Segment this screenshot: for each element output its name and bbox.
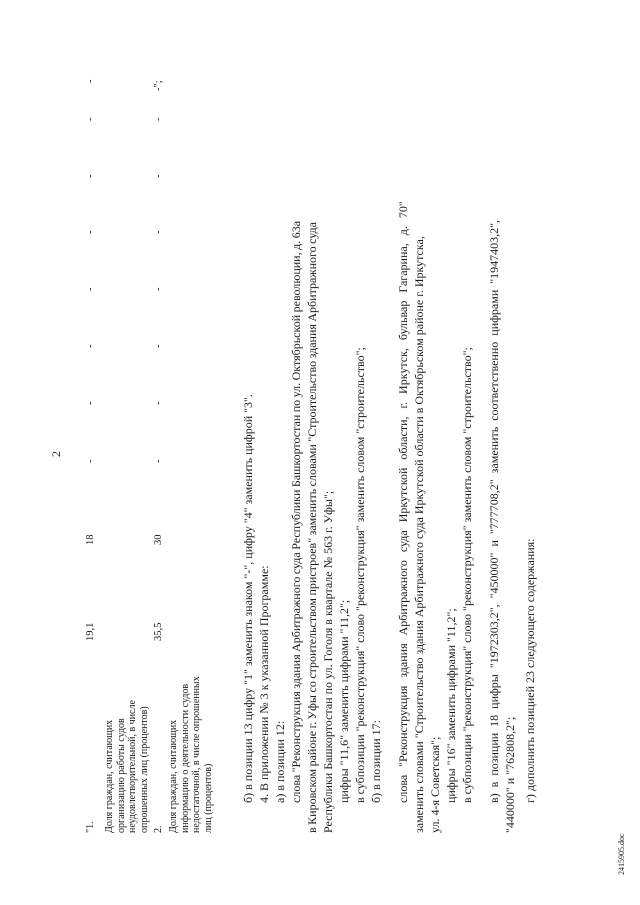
row-value: 19,1 (85, 622, 96, 641)
row-value: 30 (153, 534, 164, 545)
row-dash: - (153, 230, 164, 234)
text-line: цифры "16" заменить цифрами "11,2"; (444, 608, 458, 803)
text-line: в субпозиции "реконструкция" слово "реконструкция" заменить словом "строительство"; (460, 347, 474, 803)
row-dash: - (153, 174, 164, 178)
row-value: 35,5 (153, 622, 164, 641)
text-line: а) в позиции 12: (273, 720, 287, 803)
row-dash: - (153, 117, 164, 121)
row-dash: - (85, 344, 96, 348)
row-dash: - (85, 230, 96, 234)
text-line: в) в позиции 18 цифры "1972303,2", "450000" и "777708,2" заменить соответственно цифрами "1947403,2", (487, 219, 501, 803)
row-dash: - (153, 401, 164, 405)
row-value: 18 (85, 534, 96, 545)
text-line: б) в позиции 13 цифру "1" заменить знаком "-", цифру "4" заменить цифрой "3". (241, 394, 255, 803)
row-dash: - (153, 287, 164, 291)
row-dash: - (85, 287, 96, 291)
row-number: 2. (153, 825, 164, 833)
row-dash: - (85, 79, 96, 83)
row-dash: - (85, 117, 96, 121)
text-line: ул. 4-я Советская"; (428, 736, 442, 833)
row-label: Доля граждан, считающих информацию о деятельности судов недостаточной, в числе опрошенных лиц (процентов) (168, 676, 214, 833)
text-line: б) в позиции 17: (369, 720, 383, 803)
text-line: Республики Башкортостан по ул. Гоголя в квартале № 563 г. Уфы"; (321, 490, 335, 833)
row-dash: - (85, 401, 96, 405)
row-label: Доля граждан, считающих организацию работы судов неудовлетворительной, в числе опрошенных лиц (процентов) (104, 700, 150, 833)
row-dash: - (153, 459, 164, 463)
row-dash: -"; (153, 80, 164, 91)
text-line: в субпозиции "реконструкция" слово "реконструкция" заменить словом "строительство"; (353, 347, 367, 803)
text-line: 4. В приложении № 3 к указанной Программе: (257, 565, 271, 803)
row-dash: - (85, 174, 96, 178)
text-line: г) дополнить позицией 23 следующего содержания: (523, 538, 537, 803)
footer-filename: 2415905.doc (617, 833, 626, 875)
text-line: слова "Реконструкция здания Арбитражного суда Республики Башкортостан по ул. Октябрьской революции, д. 63а (289, 220, 303, 803)
text-line: слова "Реконструкция здания Арбитражного суда Иркутской области, г. Иркутск, бульвар Гагарина, д. 70" (396, 201, 410, 803)
text-line: "440000" и "762808,2"; (503, 716, 517, 833)
row-number: "1. (85, 821, 96, 833)
text-line: в Кировском районе г. Уфы со строительством пристроев" заменить словами "Строительство здания Арбитражного суда (305, 222, 319, 833)
row-dash: - (153, 344, 164, 348)
text-line: заменить словами "Строительство здания Арбитражного суда Иркутской области в Октябрьском районе г. Иркутска, (412, 236, 426, 833)
row-dash: - (85, 459, 96, 463)
text-line: цифры "11,6" заменить цифрами "11,2"; (337, 599, 351, 803)
page-number: 2 (49, 451, 63, 457)
